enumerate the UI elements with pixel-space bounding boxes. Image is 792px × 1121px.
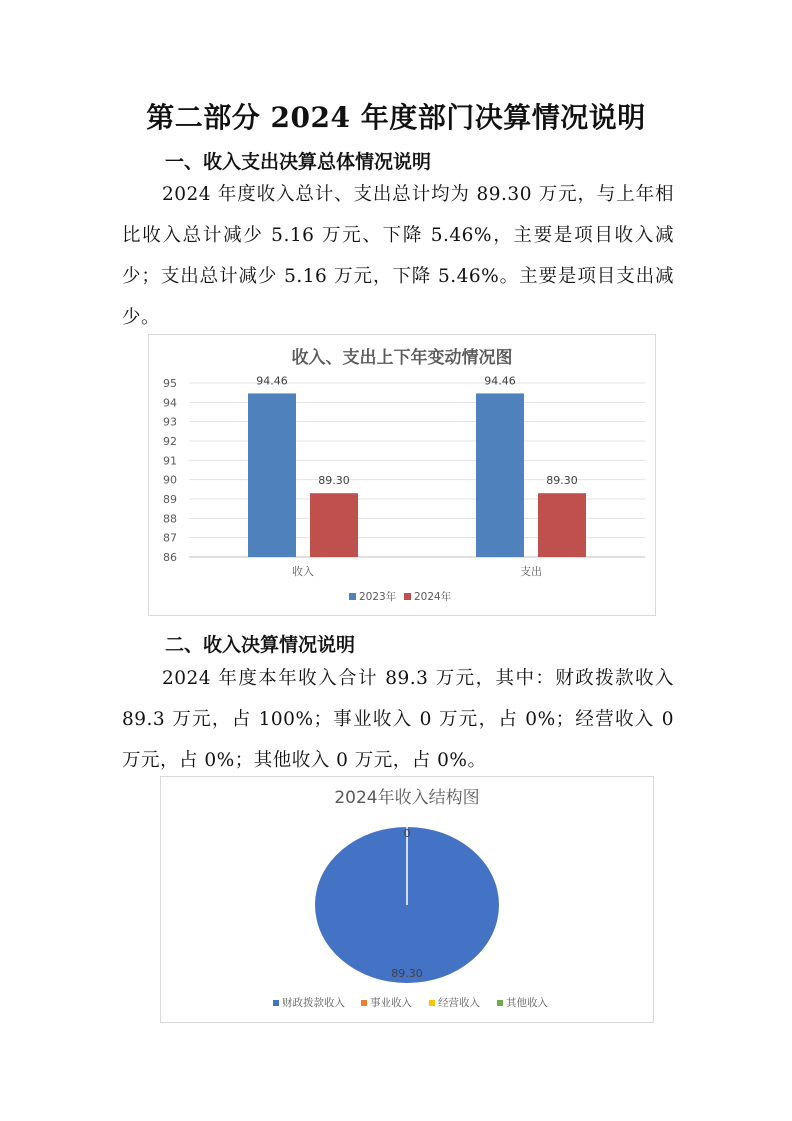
bar [476, 393, 524, 557]
y-tick-label: 92 [163, 435, 177, 448]
legend-label: 经营收入 [438, 997, 480, 1009]
legend-swatch [497, 1000, 503, 1006]
y-tick-label: 90 [163, 473, 177, 487]
y-tick-label: 89 [163, 493, 177, 506]
data-label: 89.30 [391, 967, 423, 980]
legend-swatch [273, 1000, 279, 1006]
pie-chart [161, 777, 653, 1022]
section-heading-overview: 一、收入支出决算总体情况说明 [165, 151, 432, 173]
y-tick-label: 91 [163, 454, 177, 468]
y-tick-label: 88 [163, 512, 177, 526]
legend-swatch [404, 593, 411, 600]
bar-chart-panel [148, 334, 656, 616]
data-label: 89.30 [546, 474, 578, 488]
y-tick-label: 93 [163, 415, 177, 429]
pie-chart-panel [160, 776, 654, 1023]
data-label: 94.46 [484, 374, 516, 388]
x-tick-label: 支出 [520, 565, 542, 578]
y-tick-label: 95 [163, 377, 177, 390]
page-title: 第二部分 2024 年度部门决算情况说明 [146, 101, 646, 134]
data-label: 0 [403, 827, 411, 840]
legend-label: 2023年 [359, 591, 397, 603]
legend-label: 财政拨款收入 [282, 997, 345, 1009]
legend-swatch [349, 593, 356, 600]
paragraph-income: 2024 年度本年收入合计 89.3 万元，其中：财政拨款收入 89.3 万元，占 100%；事业收入 0 万元，占 0%；经营收入 0 万元，占 0%；其他收入 0 万元，占 0%。 [122, 668, 674, 771]
y-tick-label: 87 [163, 531, 177, 545]
bar-chart [149, 335, 655, 615]
x-tick-label: 收入 [292, 565, 314, 578]
legend-label: 其他收入 [506, 997, 548, 1009]
bar [248, 393, 296, 557]
y-tick-label: 94 [163, 396, 177, 410]
legend-swatch [361, 1000, 367, 1006]
chart-title: 2024年收入结构图 [334, 788, 480, 808]
chart-title: 收入、支出上下年变动情况图 [291, 348, 513, 368]
y-tick-label: 86 [163, 551, 177, 564]
data-label: 89.30 [318, 474, 350, 488]
bar [310, 493, 358, 557]
legend-label: 事业收入 [370, 997, 412, 1009]
legend-swatch [429, 1000, 435, 1006]
paragraph-overview: 2024 年度收入总计、支出总计均为 89.30 万元，与上年相比收入总计减少 5.16 万元、下降 5.46%，主要是项目收入减少；支出总计减少 5.16 万元，下降 5.46%。主要是项目支出减少。 [122, 184, 674, 328]
bar [538, 493, 586, 557]
section-heading-income: 二、收入决算情况说明 [165, 634, 356, 656]
legend-label: 2024年 [414, 591, 452, 603]
data-label: 94.46 [256, 374, 288, 388]
